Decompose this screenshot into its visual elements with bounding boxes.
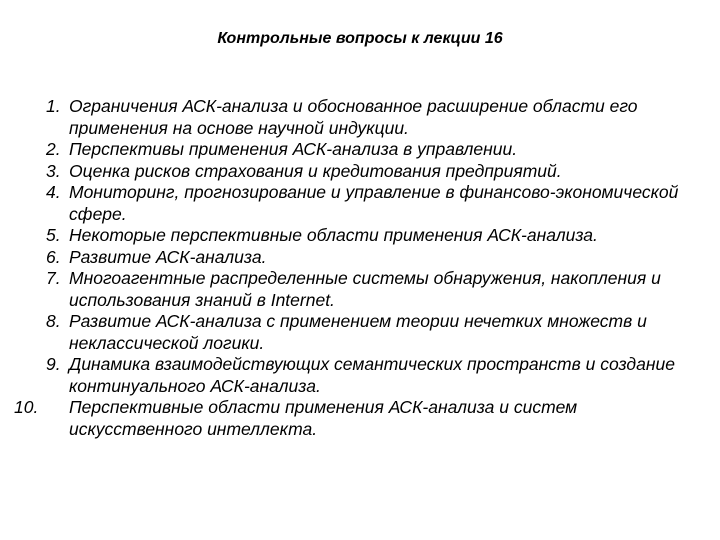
item-text: Оценка рисков страхования и кредитования предприятий. [69,160,562,181]
item-number: 7. [46,268,61,288]
list-item [14,182,704,225]
item-number: 8. [46,311,61,331]
item-text: Мониторинг, прогнозирование и управление в финансово-экономической сфере. [69,182,679,224]
item-text: Некоторые перспективные области применения АСК-анализа. [69,225,598,245]
item-text: Динамика взаимодействующих семантических пространств и создание континуального АСК-анализа. [69,354,675,396]
item-text: Развитие АСК-анализа с применением теории нечетких множеств и неклассической логики. [69,311,647,353]
item-text: Перспективы применения АСК-анализа в управлении. [69,139,518,159]
item-number: 4. [46,182,61,202]
item-text: Ограничения АСК-анализа и обоснованное расширение области его применения на основе научной индукции. [69,96,638,138]
item-text: Многоагентные распределенные системы обнаружения, накопления и использования знаний в Internet. [69,268,661,310]
list-item [14,96,704,139]
item-text: Перспективные области применения АСК-анализа и систем искусственного интеллекта. [69,397,578,439]
list-item [14,311,704,354]
item-number: 2. [46,139,61,159]
list-item [14,161,704,183]
list-item [14,139,704,161]
list-item [14,268,704,311]
list-item [14,354,704,397]
item-number: 3. [46,160,61,181]
list-item [14,397,704,440]
list-item [14,225,704,247]
item-text: Развитие АСК-анализа. [69,246,267,267]
slide-title: Контрольные вопросы к лекции 16 [217,30,503,47]
item-number: 5. [46,225,61,245]
item-number: 10. [14,397,39,417]
item-number: 6. [46,246,61,267]
list-item [14,247,704,269]
item-number: 9. [46,354,61,374]
item-number: 1. [46,96,61,116]
questions-list [14,96,704,440]
